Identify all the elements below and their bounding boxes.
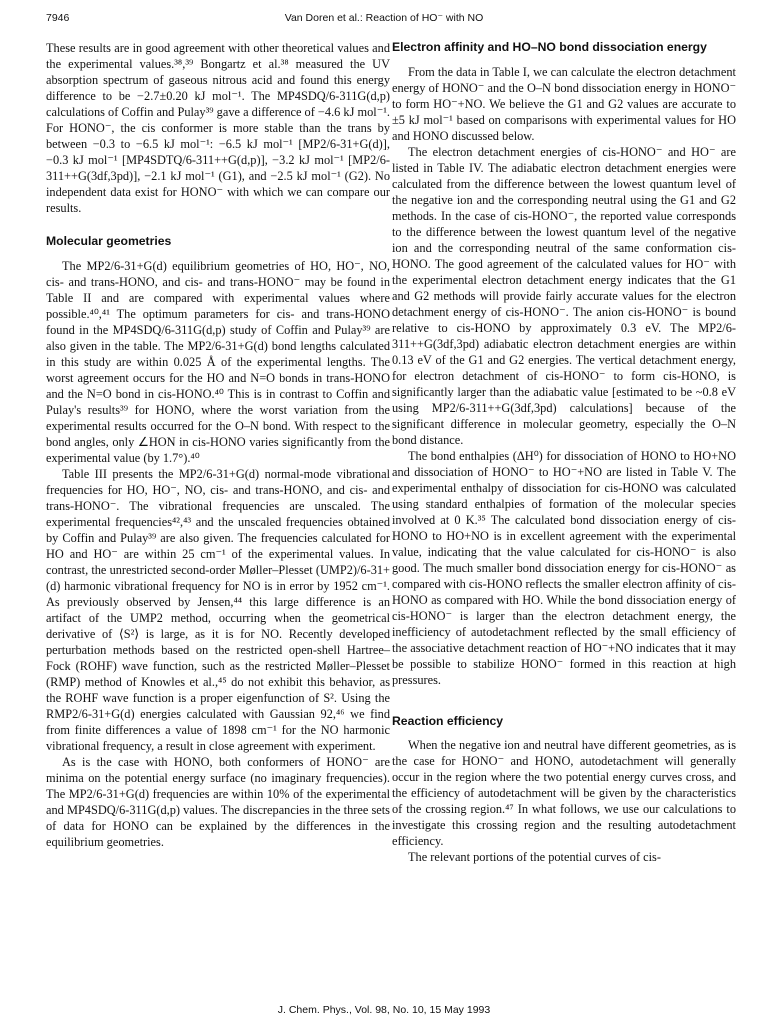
paragraph: These results are in good agreement with other theoretical values and the experimental values.³⁸,³⁹ Bongartz et al.³⁸ measured the UV absorption spectrum of gaseous nitrous acid and found this energy difference to be −2.7±0.20 kJ mol⁻¹. The MP4SDQ/6-311G(d,p) calculations of Coffin and Pulay³⁹ gave a difference of −4.6 kJ mol⁻¹. For HONO⁻, the cis conformer is more stable than the trans by between −0.3 to −6.5 kJ mol⁻¹: −6.5 kJ mol⁻¹ [MP2/6-31+G(d)], −0.3 kJ mol⁻¹ [MP4SDTQ/6-311++G(d,p)], −3.2 kJ mol⁻¹ [MP2/6-311++G(3df,3pd)], −2.1 kJ mol⁻¹ (G1), and −2.5 kJ mol⁻¹ (G2). No independent data exist for HONO⁻ with which we can compare our results.	[46, 41, 390, 215]
paragraph: When the negative ion and neutral have different geometries, as is the case for HONO⁻ and HONO, autodetachment will generally occur in the region where the two potential energy curves cross, and the efficiency of autodetachment will be given by the characteristics of the crossing region.⁴⁷ In what follows, we use our calculations to investigate this crossing region and the resulting autodetachment efficiency.	[392, 738, 736, 848]
paragraph: As is the case with HONO, both conformers of HONO⁻ are minima on the potential energy surface (no imaginary frequencies). The MP2/6-31+G(d) frequencies are within 10% of the experimental and MP4SDQ/6-311G(d,p) values. The discrepancies in the three sets of data for HONO can be explained by the differences in the equilibrium geometries.	[46, 754, 390, 849]
section-heading-geometries: Molecular geometries	[46, 234, 172, 248]
section-heading-electron-affinity: Electron affinity and HO–NO bond dissociation energy	[392, 40, 707, 54]
section-heading-reaction-efficiency: Reaction efficiency	[392, 713, 504, 728]
paragraph: The MP2/6-31+G(d) equilibrium geometries of HO, HO⁻, NO, cis- and trans-HONO, and cis- and trans-HONO⁻ may be found in Table II and are compared with experimental values where possible.⁴⁰,⁴¹ The optimum parameters for cis- and trans-HONO found in the MP4SDQ/6-311G(d,p) study of Coffin and Pulay³⁹ are also given in the table. The MP2/6-31+G(d) bond lengths calculated in this study are within 0.025 Å of the experimental lengths. The worst agreement occurs for the HO and N=O bonds in trans-HONO and the N=O bond in cis-HONO.⁴⁰ This is in contrast to Coffin and Pulay's results³⁹ for HONO, where the worst variation from the experimental results occurred for the O–N bond. With respect to the bond angles, only ∠HON in cis-HONO varies significantly from the experimental value (by 1.7°).⁴⁰	[46, 258, 390, 465]
page-number: 7946	[46, 12, 70, 24]
paragraph: Table III presents the MP2/6-31+G(d) normal-mode vibrational frequencies for HO, HO⁻, NO, cis- and trans-HONO, and cis- and trans-HONO⁻. The vibrational frequencies are unscaled. The experimental frequencies⁴²,⁴³ and the unscaled frequencies obtained by Coffin and Pulay³⁹ are also given. The frequencies calculated for HO and HO⁻ are within 25 cm⁻¹ of the experimental values. In contrast, the unrestricted second-order Møller–Plesset (UMP2)/6-31+(d) harmonic vibrational frequency for NO is in error by 1952 cm⁻¹. As previously observed by Jensen,⁴⁴ this large difference is an artifact of the UMP2 method, occurring when the geometrical derivative of ⟨S²⟩ is large, as it is for NO. Recently developed perturbation methods based on the restricted open-shell Hartree–Fock (ROHF) wave function, such as the restricted Møller–Plesset (RMP) method of Knowles et al.,⁴⁵ do not exhibit this behavior, as the ROHF wave function is a proper eigenfunction of S². Using the RMP2/6-31+G(d) energies calculated with Gaussian 92,⁴⁶ we find from finite differences a value of 1898 cm⁻¹ for the NO harmonic vibrational frequency, a result in close agreement with experiment.	[46, 466, 390, 753]
running-title: Van Doren et al.: Reaction of HO⁻ with NO	[284, 12, 484, 24]
paragraph: The relevant portions of the potential curves of cis-	[408, 850, 661, 864]
right-column	[392, 40, 736, 865]
paragraph: From the data in Table I, we can calculate the electron detachment energy of HONO⁻ and the O–N bond dissociation energy in HONO⁻ to form HO⁻+NO. We believe the G1 and G2 values are accurate to ±5 kJ mol⁻¹ based on comparisons with experimental values for HO and HONO discussed below.	[392, 64, 736, 143]
journal-citation-footer: J. Chem. Phys., Vol. 98, No. 10, 15 May 1993	[277, 1004, 491, 1016]
left-column	[46, 40, 390, 850]
paragraph: The electron detachment energies of cis-HONO⁻ and HO⁻ are listed in Table IV. The adiabatic electron detachment energies were calculated from the difference between the lowest quantum level of the negative ion and the corresponding neutral using the G1 and G2 methods. In the case of cis-HONO⁻, the reported value corresponds to the difference between the lowest quantum level of the negative ion and the corresponding neutral of the same conformation cis-HONO. The good agreement of the calculated values for HO⁻ with the experimental electron detachment energy indicates that the G1 and G2 methods will provide fairly accurate values for the electron detachment energy of cis-HONO⁻. The anion cis-HONO⁻ is bound relative to cis-HONO by approximately 0.3 eV. The MP2/6-311++G(3df,3pd) adiabatic electron detachment energies are within 0.13 eV of the G1 and G2 energies. The vertical detachment energy, for electron detachment of cis-HONO⁻ to form cis-HONO, is significantly larger than the adiabatic value [estimated to be ~0.8 eV using MP2/6-311++G(3df,3pd) calculations] because of the significant difference in molecular geometry, especially the O–N bond distance.	[392, 144, 736, 447]
paragraph: The bond enthalpies (ΔH⁰) for dissociation of HONO to HO+NO and dissociation of HONO⁻ to HO⁻+NO are listed in Table V. The experimental enthalpy of dissociation for cis-HONO was calculated using standard enthalpies of formation of the molecular species involved at 0 K.³⁵ The calculated bond dissociation energy of cis-HONO to HO+NO is in excellent agreement with the experimental value, indicating that the value calculated for cis-HONO⁻ is also good. The much smaller bond dissociation energy for cis-HONO⁻ as compared with cis-HONO reflects the smaller electron affinity of cis-HONO as compared with HO. While the bond dissociation energy of cis-HONO⁻ is larger than the electron detachment energy, the inefficiency of autodetachment reflected by the small efficiency of the associative detachment reaction of HO⁻+NO indicates that it may be possible to stabilize HONO⁻ formed in this reaction at high pressures.	[392, 448, 736, 687]
